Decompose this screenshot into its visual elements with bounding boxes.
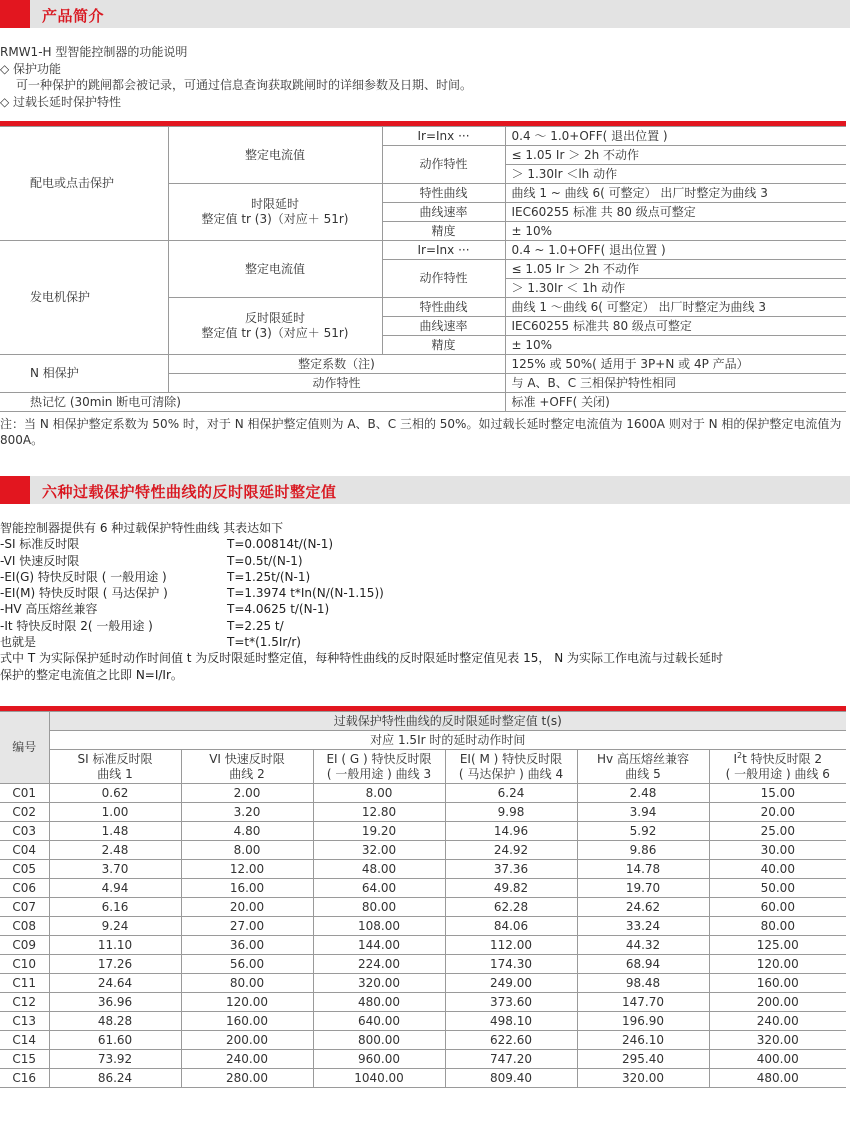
column-header [49, 750, 181, 784]
table-cell: 400.00 [709, 1050, 846, 1069]
table-cell: 1.48 [49, 822, 181, 841]
header-row [0, 712, 846, 731]
table-cell: 224.00 [313, 955, 445, 974]
delay-label-line2: 整定值 tr (3)（对应＋ 51r) [201, 326, 349, 340]
table-cell: 295.40 [577, 1050, 709, 1069]
column-header-line2: ( 一般用途 ) 曲线 6 [725, 766, 830, 781]
section-header-curves [0, 476, 850, 504]
precision-label: 精度 [382, 336, 505, 355]
column-header-superscript: 2 [737, 751, 743, 760]
table-cell: 15.00 [709, 784, 846, 803]
table-cell: 80.00 [313, 898, 445, 917]
table-cell: 37.36 [445, 860, 577, 879]
row-code: C14 [0, 1031, 49, 1050]
column-header [313, 750, 445, 784]
rate-label: 曲线速率 [382, 317, 505, 336]
table-cell: 147.70 [577, 993, 709, 1012]
table-cell: 320.00 [577, 1069, 709, 1088]
column-header-line1: EI ( G ) 特快反时限 [326, 752, 432, 766]
column-header-line1: Hv 高压熔丝兼容 [597, 752, 689, 766]
action-value: ＞ 1.30Ir ＜lh 动作 [505, 165, 846, 184]
section-marker [0, 476, 30, 504]
row-code: C01 [0, 784, 49, 803]
table-row [0, 1031, 846, 1050]
table-cell: 40.00 [709, 860, 846, 879]
table-cell: 68.94 [577, 955, 709, 974]
formula-expression: T=1.25t/(N-1) [227, 569, 311, 584]
delay-label-line1: 时限延时 [250, 197, 299, 211]
row-code: C03 [0, 822, 49, 841]
thermal-memory-label: 热记忆 (30min 断电可清除) [0, 393, 505, 412]
table-cell: 24.62 [577, 898, 709, 917]
table-cell: 3.70 [49, 860, 181, 879]
table-cell: 44.32 [577, 936, 709, 955]
formula-name: -VI 快速反时限 [0, 553, 80, 568]
row-code: C13 [0, 1012, 49, 1031]
formula-name: 也就是 [0, 635, 37, 650]
table-cell: 800.00 [313, 1031, 445, 1050]
column-header-text: t 特快反时限 2 [742, 752, 823, 766]
category-distribution: 配电或点击保护 [0, 127, 168, 241]
formula-explain-line: 式中 T 为实际保护延时动作时间值 t 为反时限延时整定值，每种特性曲线的反时限延时整定值见表 15， N 为实际工作电流与过载长延时 [0, 651, 723, 666]
table-cell: 174.30 [445, 955, 577, 974]
table-cell: 3.94 [577, 803, 709, 822]
table-row [0, 898, 846, 917]
table-cell: 98.48 [577, 974, 709, 993]
intro-heading: RMW1-H 型智能控制器的功能说明 [0, 45, 188, 59]
table-cell: 200.00 [181, 1031, 313, 1050]
table-cell: 20.00 [709, 803, 846, 822]
table-title: 过载保护特性曲线的反时限延时整定值 t(s) [49, 712, 846, 731]
coef-label: 整定系数（注) [168, 355, 505, 374]
table-cell: 2.48 [577, 784, 709, 803]
table-cell: 9.86 [577, 841, 709, 860]
table-cell: 9.24 [49, 917, 181, 936]
row-code: C09 [0, 936, 49, 955]
table-cell: 2.48 [49, 841, 181, 860]
curve-settings-table [0, 711, 846, 1088]
precision-value: ± 10% [505, 222, 846, 241]
formula-row [0, 634, 850, 650]
formula-lead: 智能控制器提供有 6 种过载保护特性曲线 其表达如下 [0, 521, 284, 535]
table-cell: 1.00 [49, 803, 181, 822]
formula-row [0, 601, 850, 617]
delay-setting-label [168, 184, 382, 241]
current-setting-label: 整定电流值 [168, 241, 382, 298]
table-cell: 249.00 [445, 974, 577, 993]
formula-expression: T=0.5t/(N-1) [227, 553, 303, 568]
column-header-line1: VI 快速反时限 [209, 752, 285, 766]
table-cell: 240.00 [181, 1050, 313, 1069]
table-cell: 498.10 [445, 1012, 577, 1031]
header-row [0, 731, 846, 750]
table-cell: 50.00 [709, 879, 846, 898]
category-neutral: N 相保护 [0, 355, 168, 393]
table-cell: 24.92 [445, 841, 577, 860]
table-row [0, 241, 846, 260]
action-label: 动作特性 [168, 374, 505, 393]
table-row [0, 917, 846, 936]
column-header-line2: ( 马达保护 ) 曲线 4 [458, 766, 564, 781]
thermal-memory-value: 标准 +OFF( 关闭) [505, 393, 846, 412]
table-cell: 125.00 [709, 936, 846, 955]
table-row [0, 860, 846, 879]
formula-expression: T=4.0625 t/(N-1) [227, 602, 330, 617]
column-header [709, 750, 846, 784]
table-cell: 120.00 [709, 955, 846, 974]
row-code: C16 [0, 1069, 49, 1088]
table-cell: 24.64 [49, 974, 181, 993]
row-code: C08 [0, 917, 49, 936]
table-cell: 112.00 [445, 936, 577, 955]
precision-value: ± 10% [505, 336, 846, 355]
table-cell: 6.16 [49, 898, 181, 917]
rate-label: 曲线速率 [382, 203, 505, 222]
formula-block [0, 520, 850, 683]
table-row [0, 936, 846, 955]
table-cell: 640.00 [313, 1012, 445, 1031]
formula-name: -SI 标准反时限 [0, 537, 80, 552]
intro-protection-function: ◇ 保护功能 [0, 61, 62, 76]
row-code: C10 [0, 955, 49, 974]
column-headers [0, 750, 846, 784]
column-header-line1 [712, 752, 845, 767]
formula-row [0, 569, 850, 585]
action-label: 动作特性 [382, 260, 505, 298]
table-cell: 12.00 [181, 860, 313, 879]
category-generator: 发电机保护 [0, 241, 168, 355]
coef-value: 125% 或 50%( 适用于 3P+N 或 4P 产品） [505, 355, 846, 374]
rate-value: IEC60255 标准 共 80 级点可整定 [505, 203, 846, 222]
row-code: C07 [0, 898, 49, 917]
table-cell: 320.00 [313, 974, 445, 993]
column-header [445, 750, 577, 784]
table-cell: 30.00 [709, 841, 846, 860]
row-code: C15 [0, 1050, 49, 1069]
formula-row [0, 618, 850, 634]
table-cell: 19.70 [577, 879, 709, 898]
section-marker [0, 0, 30, 28]
table-cell: 0.62 [49, 784, 181, 803]
table-cell: 36.96 [49, 993, 181, 1012]
table-cell: 320.00 [709, 1031, 846, 1050]
table-cell: 80.00 [709, 917, 846, 936]
table-row [0, 841, 846, 860]
column-header-line2: 曲线 5 [625, 766, 661, 781]
table-row [0, 1012, 846, 1031]
row-code: C05 [0, 860, 49, 879]
table-cell: 73.92 [49, 1050, 181, 1069]
table-cell: 480.00 [709, 1069, 846, 1088]
table-cell: 4.94 [49, 879, 181, 898]
table-cell: 240.00 [709, 1012, 846, 1031]
formula-row [0, 585, 850, 601]
formula-name: -HV 高压熔丝兼容 [0, 602, 98, 617]
table-cell: 33.24 [577, 917, 709, 936]
table-cell: 4.80 [181, 822, 313, 841]
table-row [0, 955, 846, 974]
table-row [0, 822, 846, 841]
action-value: ＞ 1.30Ir ＜ 1h 动作 [505, 279, 846, 298]
table-cell: 32.00 [313, 841, 445, 860]
table-cell: 56.00 [181, 955, 313, 974]
table-row [0, 1069, 846, 1088]
action-value: 与 A、B、C 三相保护特性相同 [505, 374, 846, 393]
table-row [0, 393, 846, 412]
column-header-line2: 曲线 1 [97, 766, 133, 781]
table-cell: 80.00 [181, 974, 313, 993]
delay-label-line2: 整定值 tr (3)（对应＋ 51r) [201, 212, 349, 226]
table-row [0, 803, 846, 822]
code-header: 编号 [0, 712, 49, 784]
table-row [0, 879, 846, 898]
formula-name: -It 特快反时限 2( 一般用途 ) [0, 618, 153, 633]
table-cell: 280.00 [181, 1069, 313, 1088]
table-cell: 108.00 [313, 917, 445, 936]
table-cell: 622.60 [445, 1031, 577, 1050]
table-row [0, 355, 846, 374]
formula-expression: T=1.3974 t*In(N/(N-1.15)) [227, 586, 384, 601]
table-cell: 1040.00 [313, 1069, 445, 1088]
table-cell: 160.00 [181, 1012, 313, 1031]
column-header-line2: ( 一般用途 ) 曲线 3 [326, 766, 432, 781]
formula-row [0, 553, 850, 569]
table-cell: 809.40 [445, 1069, 577, 1088]
action-value: ≤ 1.05 Ir ＞ 2h 不动作 [505, 146, 846, 165]
table-cell: 120.00 [181, 993, 313, 1012]
table-cell: 61.60 [49, 1031, 181, 1050]
column-header-line1: SI 标准反时限 [77, 752, 153, 766]
table-row [0, 1050, 846, 1069]
intro-text [0, 44, 850, 110]
table-cell: 246.10 [577, 1031, 709, 1050]
current-setting-label: 整定电流值 [168, 127, 382, 184]
curve-label: 特性曲线 [382, 298, 505, 317]
precision-label: 精度 [382, 222, 505, 241]
rate-value: IEC60255 标准共 80 级点可整定 [505, 317, 846, 336]
action-label: 动作特性 [382, 146, 505, 184]
table-cell: 25.00 [709, 822, 846, 841]
table-cell: 16.00 [181, 879, 313, 898]
row-code: C02 [0, 803, 49, 822]
ir-label: Ir=Inx ··· [382, 241, 505, 260]
intro-overload-long-delay: ◇ 过载长延时保护特性 [0, 94, 122, 109]
formula-name: -EI(M) 特快反时限 ( 马达保护 ) [0, 586, 168, 601]
table-cell: 2.00 [181, 784, 313, 803]
table-cell: 3.20 [181, 803, 313, 822]
column-header-line2: 曲线 2 [229, 766, 265, 781]
table-cell: 6.24 [445, 784, 577, 803]
formula-explain-line: 保护的整定电流值之比即 N=I/Ir。 [0, 667, 183, 682]
row-code: C06 [0, 879, 49, 898]
table-cell: 480.00 [313, 993, 445, 1012]
table-cell: 8.00 [181, 841, 313, 860]
column-header-line1: EI( M ) 特快反时限 [459, 752, 563, 766]
column-header [181, 750, 313, 784]
formula-expression: T=t*(1.5Ir/r) [227, 635, 301, 650]
table-row [0, 974, 846, 993]
table-cell: 48.00 [313, 860, 445, 879]
intro-trip-record: 可一种保护的跳闸都会被记录，可通过信息查询获取跳闸时的详细参数及日期、时间。 [16, 78, 473, 92]
section-title: 六种过载保护特性曲线的反时限延时整定值 [42, 483, 337, 501]
table-cell: 373.60 [445, 993, 577, 1012]
table-row [0, 784, 846, 803]
column-header [577, 750, 709, 784]
table-cell: 200.00 [709, 993, 846, 1012]
section-header-product-intro [0, 0, 850, 28]
ir-value: 0.4 ～ 1.0+OFF( 退出位置 ) [505, 127, 846, 146]
table-cell: 12.80 [313, 803, 445, 822]
table-cell: 27.00 [181, 917, 313, 936]
table-cell: 19.20 [313, 822, 445, 841]
ir-label: Ir=Inx ··· [382, 127, 505, 146]
action-value: ≤ 1.05 Ir ＞ 2h 不动作 [505, 260, 846, 279]
table-cell: 17.26 [49, 955, 181, 974]
delay-label-line1: 反时限延时 [244, 311, 305, 325]
curve-value: 曲线 1 ～曲线 6( 可整定） 出厂时整定为曲线 3 [505, 298, 846, 317]
table-cell: 9.98 [445, 803, 577, 822]
formula-name: -EI(G) 特快反时限 ( 一般用途 ) [0, 569, 167, 584]
table-cell: 196.90 [577, 1012, 709, 1031]
row-code: C04 [0, 841, 49, 860]
table-cell: 960.00 [313, 1050, 445, 1069]
table-row [0, 127, 846, 146]
table-cell: 36.00 [181, 936, 313, 955]
ir-value: 0.4 ~ 1.0+OFF( 退出位置 ) [505, 241, 846, 260]
curve-label: 特性曲线 [382, 184, 505, 203]
formula-expression: T=2.25 t/ [227, 618, 284, 633]
table-cell: 48.28 [49, 1012, 181, 1031]
table-cell: 747.20 [445, 1050, 577, 1069]
protection-table [0, 126, 846, 412]
table-cell: 5.92 [577, 822, 709, 841]
formula-expression: T=0.00814t/(N-1) [227, 537, 334, 552]
row-code: C12 [0, 993, 49, 1012]
table-cell: 60.00 [709, 898, 846, 917]
table-cell: 160.00 [709, 974, 846, 993]
table-row [0, 993, 846, 1012]
curve-value: 曲线 1 ~ 曲线 6( 可整定） 出厂时整定为曲线 3 [505, 184, 846, 203]
section-title: 产品简介 [42, 7, 105, 25]
formula-row [0, 536, 850, 552]
table-cell: 62.28 [445, 898, 577, 917]
table-cell: 8.00 [313, 784, 445, 803]
table-cell: 49.82 [445, 879, 577, 898]
table-cell: 14.96 [445, 822, 577, 841]
inverse-delay-setting-label [168, 298, 382, 355]
table-cell: 11.10 [49, 936, 181, 955]
table-cell: 144.00 [313, 936, 445, 955]
table-cell: 20.00 [181, 898, 313, 917]
table-cell: 64.00 [313, 879, 445, 898]
table-cell: 86.24 [49, 1069, 181, 1088]
table-cell: 84.06 [445, 917, 577, 936]
row-code: C11 [0, 974, 49, 993]
note-text: 注：当 N 相保护整定系数为 50% 时，对于 N 相保护整定值则为 A、B、C 三相的 50%。如过载长延时整定电流值为 1600A 则对于 N 相的保护整定电流值为 800A。 [0, 417, 842, 447]
table-cell: 14.78 [577, 860, 709, 879]
table-subtitle: 对应 1.5Ir 时的延时动作时间 [49, 731, 846, 750]
column-header-prefix: I [733, 752, 737, 766]
